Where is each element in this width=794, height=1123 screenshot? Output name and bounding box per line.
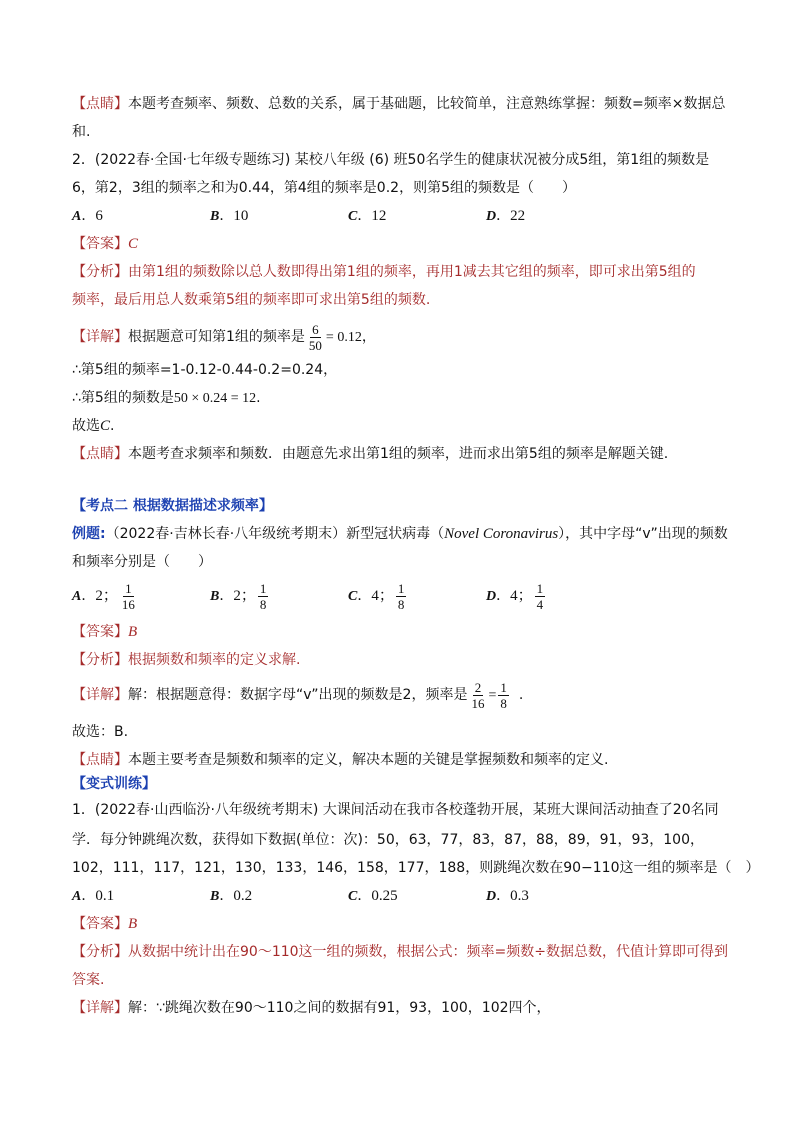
section-title [72, 496, 732, 516]
detail-tag: 【详解】 [72, 687, 128, 703]
example-dianjing-line [72, 750, 732, 770]
option-letter: A [72, 889, 82, 904]
detail-text: 解：∵跳绳次数在90～110之间的数据有91，93，100，102四个， [128, 1000, 551, 1016]
variant-detail-line [72, 998, 732, 1018]
choose-text: 故选：B. [72, 724, 129, 740]
example-choose-line [72, 722, 732, 742]
detail-tag: 【详解】 [72, 1000, 128, 1016]
example-line-2 [72, 552, 732, 572]
dianjing-text-cont: 和. [72, 124, 91, 140]
option-value: 4； [510, 588, 533, 604]
fraction-numerator: 1 [259, 580, 267, 596]
option-a: A．6 [72, 208, 103, 224]
example-analysis-line [72, 650, 732, 670]
fraction-numerator: 1 [536, 580, 544, 596]
option-value: 22 [510, 208, 526, 224]
option-letter: D [486, 209, 497, 224]
dianjing-line [72, 94, 732, 114]
example-detail-line [72, 678, 732, 713]
option-value: 2； [233, 588, 256, 604]
option-letter: C [348, 589, 358, 604]
analysis-line-cont [72, 290, 732, 310]
detail-line-1 [72, 320, 732, 355]
question-2-text-2: 6，第2，3组的频率之和为0.44，第4组的频率是0.2，则第5组的频数是（ ） [72, 180, 576, 196]
detail-line-3 [72, 388, 732, 409]
question-2-line-1 [72, 150, 732, 170]
variant-q1-line-2 [72, 830, 732, 850]
answer-value: B [128, 624, 138, 640]
option-letter: B [210, 209, 220, 224]
option-d: D．22 [486, 208, 526, 224]
detail-text: 解：根据题意得：数据字母“v”出现的频数是2，频率是 [128, 687, 468, 703]
analysis-text-cont: 频率，最后用总人数乘第5组的频率即可求出第5组的频数. [72, 292, 431, 308]
fraction [307, 322, 324, 353]
detail-post: . [518, 687, 524, 703]
option-letter: B [210, 589, 220, 604]
answer-tag: 【答案】 [72, 624, 128, 640]
fraction-denominator: 4 [536, 596, 544, 612]
choose-line [72, 416, 732, 436]
analysis-text: 由第1组的频数除以总人数即得出第1组的频率，再用1减去其它组的频率，即可求出第5组的 [128, 264, 696, 280]
example-options [72, 578, 732, 614]
fraction-denominator: 8 [397, 596, 405, 612]
option-letter: A [72, 589, 82, 604]
option-c: C．12 [348, 208, 387, 224]
choose-letter: C [100, 418, 111, 434]
fraction-numerator: 1 [125, 580, 132, 596]
option-a: A．0.1 [72, 888, 115, 904]
option-a: A．2； $\frac{1}{16}$ [72, 580, 135, 612]
option-d: D．4； $\frac{1}{4}$ [486, 580, 544, 612]
question-2-text-1: 2．(2022春·全国·七年级专题练习) 某校八年级 (6) 班50名学生的健康状况被分成5组，第1组的频数是 [72, 152, 710, 168]
option-fraction [258, 581, 269, 612]
option-c: C．0.25 [348, 888, 398, 904]
answer-tag: 【答案】 [72, 916, 128, 932]
option-letter: C [348, 209, 358, 224]
fraction-numerator: 6 [312, 321, 319, 337]
example-answer-line [72, 622, 732, 642]
section-title-text: 【考点二 根据数据描述求频率】 [72, 498, 273, 514]
equals-sign: = [488, 688, 497, 703]
option-letter: A [72, 209, 82, 224]
variant-q1-text-2: 学．每分钟跳绳次数，获得如下数据(单位：次)：50，63，77，83，87，88，89，91，93，100， [72, 832, 704, 848]
fraction-denominator: 50 [308, 337, 322, 353]
example-english: Novel Coronavirus [444, 526, 559, 542]
variant-q1-line-1 [72, 800, 732, 820]
choose-post: . [110, 418, 115, 434]
detail-text: 根据题意可知第1组的频率是 [128, 329, 305, 345]
analysis-text: 根据频数和频率的定义求解. [128, 652, 301, 668]
analysis-tag: 【分析】 [72, 264, 128, 280]
option-value: 0.2 [233, 888, 253, 904]
variant-answer-line [72, 914, 732, 934]
example-label: 例题: [72, 526, 106, 542]
answer-value: C [128, 236, 139, 252]
option-value: 10 [233, 208, 249, 224]
dianjing-line-2 [72, 444, 732, 464]
variant-title [72, 774, 732, 794]
dianjing-tag: 【点睛】 [72, 96, 128, 112]
option-fraction [120, 581, 137, 612]
option-fraction [396, 581, 407, 612]
example-text-2: 和频率分别是（ ） [72, 554, 212, 570]
detail-tag: 【详解】 [72, 329, 128, 345]
detail-text-3: ∴第5组的频数是 [72, 390, 174, 406]
dianjing-text: 本题考查频率、频数、总数的关系，属于基础题，比较简单，注意熟练掌握：频数=频率×数据总 [128, 96, 726, 112]
fraction [498, 680, 509, 711]
example-text-post: ），其中字母“v”出现的频数 [558, 526, 728, 542]
fraction-denominator: 8 [259, 596, 267, 612]
fraction-denominator: 16 [121, 596, 135, 612]
analysis-tag: 【分析】 [72, 944, 128, 960]
option-b: B．10 [210, 208, 249, 224]
analysis-line [72, 262, 732, 282]
option-value: 0.1 [95, 888, 115, 904]
fraction-denominator: 8 [500, 695, 507, 711]
analysis-text-cont: 答案. [72, 972, 105, 988]
dianjing-text: 本题主要考查是频数和频率的定义，解决本题的关键是掌握频数和频率的定义. [128, 752, 609, 768]
detail-text-post: = 0.12， [325, 330, 376, 345]
variant-title-text: 【变式训练】 [72, 776, 156, 792]
analysis-text: 从数据中统计出在90～110这一组的频数，根据公式：频率=频数÷数据总数，代值计算即可得到 [128, 944, 728, 960]
choose-text: 故选 [72, 418, 100, 434]
dianjing-tag: 【点睛】 [72, 752, 128, 768]
option-value: 0.25 [371, 888, 398, 904]
fraction [469, 680, 486, 711]
dianjing-tag: 【点睛】 [72, 446, 128, 462]
question-2-line-2 [72, 178, 732, 198]
option-value: 0.3 [510, 888, 529, 904]
variant-analysis-line-cont [72, 970, 732, 990]
detail-math: 50 × 0.24 = 12 [173, 391, 257, 406]
option-letter: D [486, 589, 497, 604]
option-b: B．2； $\frac{1}{8}$ [210, 580, 267, 612]
answer-tag: 【答案】 [72, 236, 128, 252]
example-line-1 [72, 524, 732, 544]
analysis-tag: 【分析】 [72, 652, 128, 668]
option-letter: B [210, 889, 220, 904]
fraction-numerator: 1 [397, 580, 405, 596]
option-value: 6 [95, 208, 103, 224]
option-value: 2； [95, 588, 118, 604]
option-d: D．0.3 [486, 888, 529, 904]
option-fraction [535, 581, 546, 612]
option-c: C．4； $\frac{1}{8}$ [348, 580, 405, 612]
variant-q1-line-3 [72, 858, 760, 878]
answer-line [72, 234, 732, 254]
detail-post: . [256, 390, 261, 406]
option-b: B．0.2 [210, 888, 253, 904]
option-letter: C [348, 889, 358, 904]
variant-q1-text-1: 1．(2022春·山西临汾·八年级统考期末) 大课间活动在我市各校蓬勃开展，某班大课间活动抽查了20名同 [72, 802, 719, 818]
detail-text-2: ∴第5组的频率=1-0.12-0.44-0.2=0.24， [72, 362, 338, 378]
dianjing-text: 本题考查求频率和频数．由题意先求出第1组的频率，进而求出第5组的频率是解题关键. [128, 446, 669, 462]
fraction-numerator: 1 [500, 679, 507, 695]
variant-q1-text-3: 102，111，117，121，130，133，146，158，177，188，则跳绳次数在90−110这一组的频率是（ ） [72, 860, 760, 876]
variant-analysis-line [72, 942, 732, 962]
fraction-numerator: 2 [474, 679, 482, 695]
option-value: 12 [371, 208, 387, 224]
dianjing-line-cont [72, 122, 732, 142]
example-text: （2022春·吉林长春·八年级统考期末）新型冠状病毒（ [105, 526, 445, 542]
detail-line-2 [72, 360, 732, 380]
answer-value: B [128, 916, 138, 932]
fraction-denominator: 16 [471, 695, 485, 711]
option-letter: D [486, 889, 497, 904]
option-value: 4； [371, 588, 394, 604]
